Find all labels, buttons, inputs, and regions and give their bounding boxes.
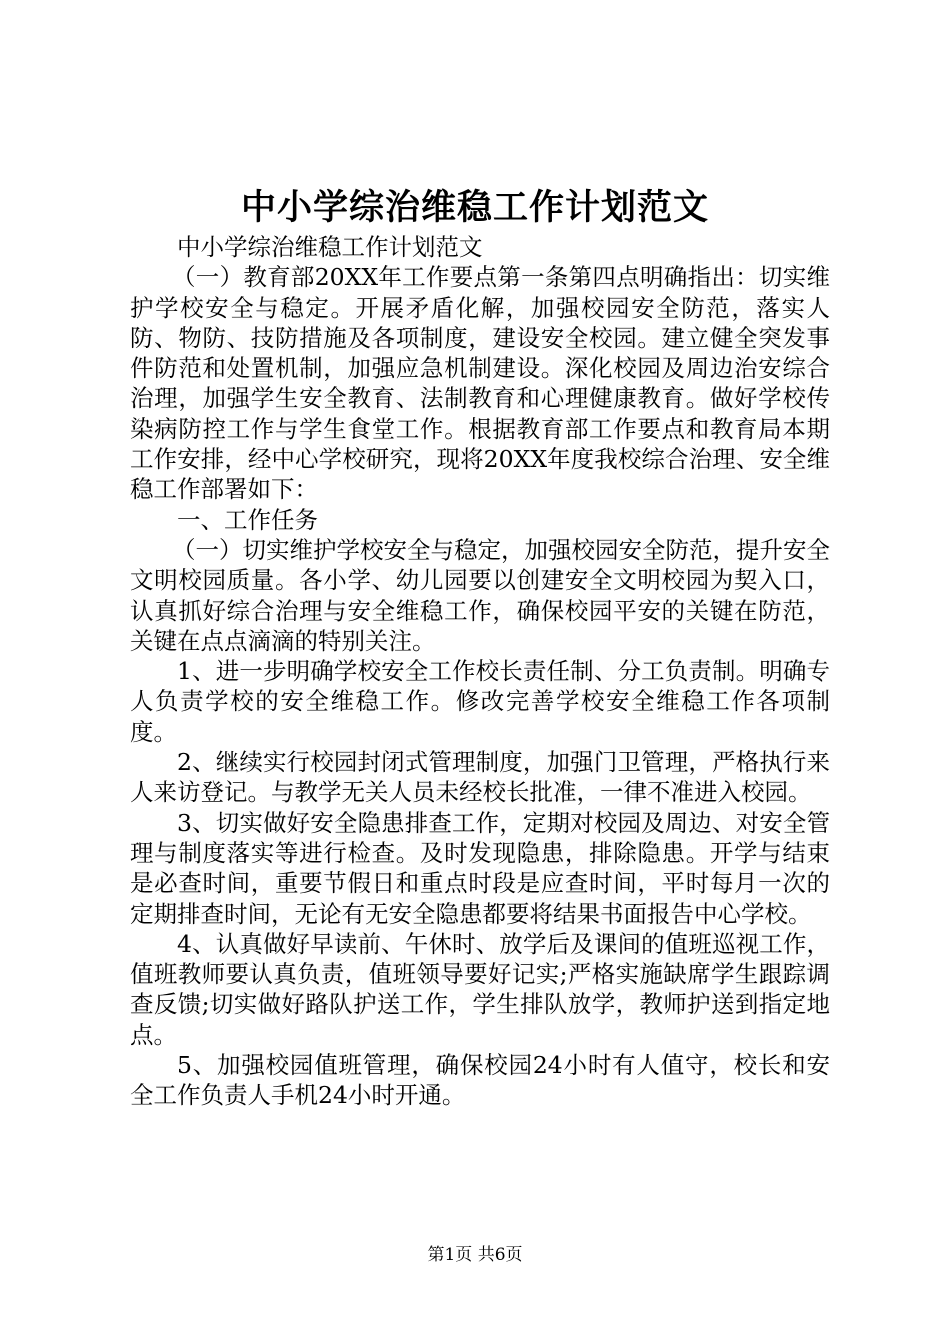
- paragraph-intro: （一）教育部20XX年工作要点第一条第四点明确指出：切实维护学校安全与稳定。开展矛盾化解，加强校园安全防范，落实人防、物防、技防措施及各项制度，建设安全校园。建立健全突发事件防范和处置机制，加强应急机制建设。深化校园及周边治安综合治理，加强学生安全教育、法制教育和心理健康教育。做好学校传染病防控工作与学生食堂工作。根据教育部工作要点和教育局本期工作安排，经中心学校研究，现将20XX年度我校综合治理、安全维稳工作部署如下：: [130, 263, 830, 504]
- document-body: [130, 232, 830, 1111]
- document-title: 中小学综治维稳工作计划范文: [240, 187, 709, 228]
- paragraph-item-5: 5、加强校园值班管理，确保校园24小时有人值守，校长和安全工作负责人手机24小时开通。: [130, 1051, 830, 1110]
- paragraph-task-1: （一）切实维护学校安全与稳定，加强校园安全防范，提升安全文明校园质量。各小学、幼儿园要以创建安全文明校园为契入口，认真抓好综合治理与安全维稳工作，确保校园平安的关键在防范，关键在点点滴滴的特别关注。: [130, 535, 830, 655]
- section-heading-tasks: 一、工作任务: [177, 505, 318, 534]
- paragraph-item-1: 1、进一步明确学校安全工作校长责任制、分工负责制。明确专人负责学校的安全维稳工作。修改完善学校安全维稳工作各项制度。: [130, 657, 830, 746]
- paragraph-item-3: 3、切实做好安全隐患排查工作，定期对校园及周边、对安全管理与制度落实等进行检查。及时发现隐患，排除隐患。开学与结束是必查时间，重要节假日和重点时段是应查时间，平时每月一次的定期排查时间，无论有无安全隐患都要将结果书面报告中心学校。: [130, 808, 830, 928]
- paragraph-subtitle: 中小学综治维稳工作计划范文: [177, 233, 483, 261]
- paragraph-item-2: 2、继续实行校园封闭式管理制度，加强门卫管理，严格执行来人来访登记。与教学无关人员未经校长批准，一律不准进入校园。: [130, 748, 830, 807]
- page-number-footer: 第1页 共6页: [427, 1245, 523, 1265]
- paragraph-item-4: 4、认真做好早读前、午休时、放学后及课间的值班巡视工作，值班教师要认真负责，值班领导要好记实;严格实施缺席学生跟踪调查反馈;切实做好路队护送工作，学生排队放学，教师护送到指定地点。: [130, 929, 830, 1049]
